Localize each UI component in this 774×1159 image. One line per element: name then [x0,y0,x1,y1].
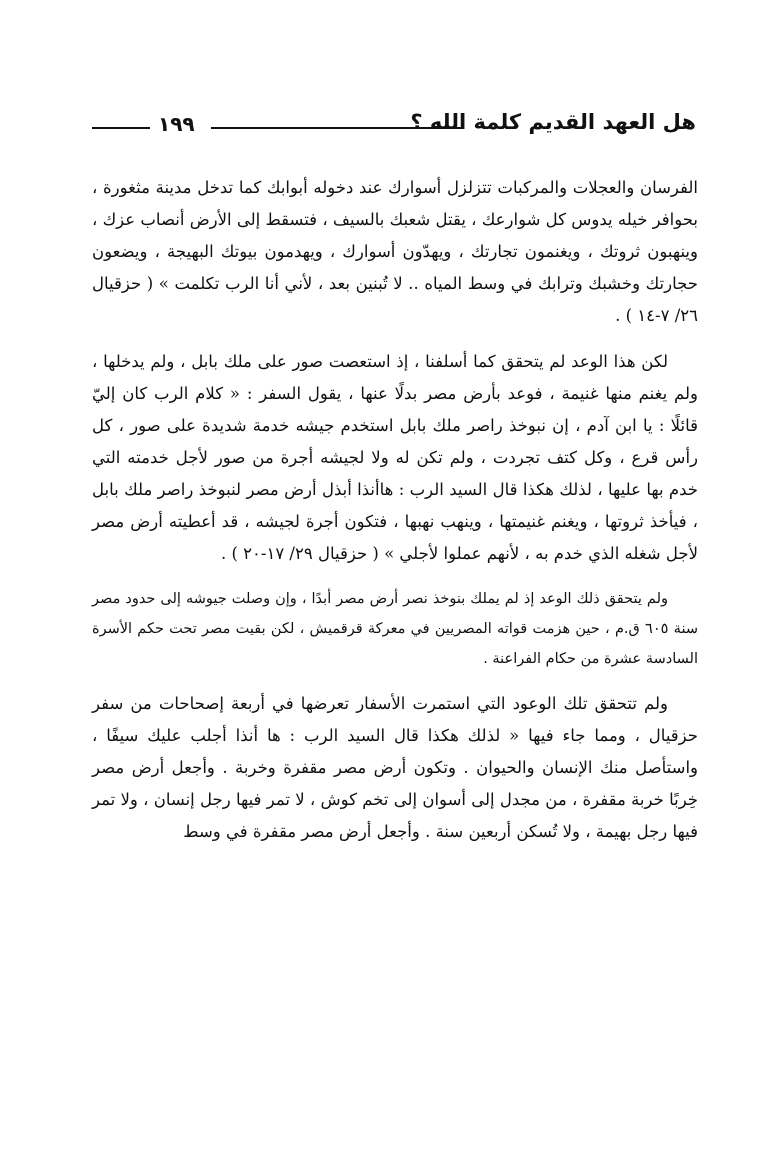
paragraph-4: ولم تتحقق تلك الوعود التي استمرت الأسفار تعرضها في أربعة إصحاحات من سفر حزقيال ، ومما جاء فيها « لذلك هكذا قال السيد الرب : ها أنذا أجلب عليك سيفًا ، واستأصل منك الإنسان والحيوان . وتكون أرض مصر مقفرة وخربة . وأجعل أرض مصر خِربًا خربة مقفرة ، من مجدل إلى أسوان إلى تخم كوش ، لا تمر فيها رجل إنسان ، ولا تمر فيها رجل بهيمة ، ولا تُسكن أربعين سنة . وأجعل أرض مصر مقفرة في وسط [92,694,698,841]
page-number: ١٩٩ [158,112,195,136]
paragraph-1: الفرسان والعجلات والمركبات تتزلزل أسوارك عند دخوله أبوابك كما تدخل مدينة مثغورة ، بحوافر خيله يدوس كل شوارعك ، يقتل شعبك بالسيف ، فتسقط إلى الأرض أنصاب عزك ، وينهبون ثروتك ، ويغنمون تجارتك ، ويهدّون أسوارك ، ويهدمون بيوتك البهيجة ، ويضعون حجارتك وخشبك وترابك في وسط المياه .. لا تُبنين بعد ، لأني أنا الرب تكلمت » ( حزقيال ٢٦/ ٧-١٤ ) . [92,178,698,325]
paragraph-3: ولم يتحقق ذلك الوعد إذ لم يملك بنوخذ نصر أرض مصر أبدًا ، وإن وصلت جيوشه إلى حدود مصر سنة ٦٠٥ ق.م ، حين هزمت قواته المصريين في معركة قرقميش ، لكن بقيت مصر تحت حكم الأسرة السادسة عشرة من حكام الفراعنة . [92,591,698,667]
paragraph-2: لكن هذا الوعد لم يتحقق كما أسلفنا ، إذ استعصت صور على ملك بابل ، ولم يدخلها ، ولم يغنم منها غنيمة ، فوعد بأرض مصر بدلًا عنها ، يقول السفر : « كلام الرب كان إليّ قائلًا : يا ابن آدم ، إن نبوخذ راصر ملك بابل استخدم جيشه خدمة شديدة على صور ، كل رأس قرع ، وكل كتف تجردت ، ولم تكن له ولا لجيشه أجرة من صور لأجل خدمته التي خدم بها عليها ، لذلك هكذا قال السيد الرب : هاأنذا أبذل أرض مصر لنبوخذ راصر ملك بابل ، فيأخذ ثروتها ، ويغنم غنيمتها ، وينهب نهبها ، فتكون أجرة لجيشه ، قد أعطيته أرض مصر لأجل شغله الذي خدم به ، لأنهم عملوا لأجلي » ( حزقيال ٢٩/ ١٧-٢٠ ) . [92,352,698,563]
page-body [92,172,698,862]
header-rule-left [92,127,150,129]
page-header [92,106,696,146]
running-title: هل العهد القديم كلمة الله ؟ [410,110,696,134]
